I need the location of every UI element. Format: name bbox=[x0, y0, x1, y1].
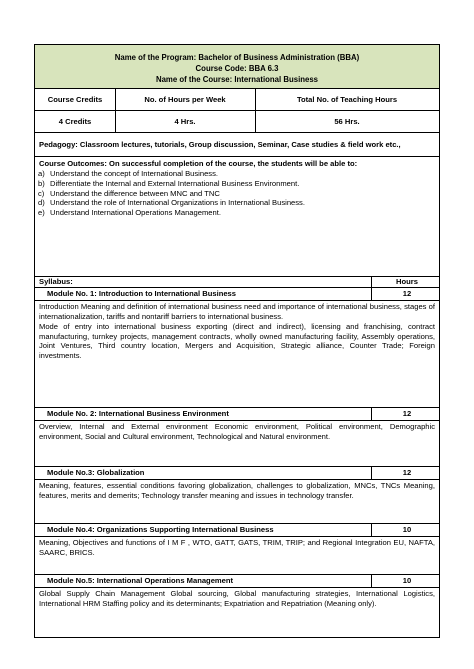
module-hours: 10 bbox=[402, 576, 412, 585]
syllabus-sheet bbox=[34, 44, 440, 638]
module-hours: 12 bbox=[402, 289, 412, 298]
module-title: Module No.5: International Operations Management bbox=[47, 576, 234, 585]
outcome-item: d) Understand the role of International Organizations in International Business. bbox=[38, 198, 305, 208]
module-paragraph: Mode of entry into international business exporting (direct and indirect), licensing and franchising, contract manufacturing, turnkey projects, management contracts, wholly owned manufacturing facility, Assembly operations, Joint Ventures, Third country location, Mergers and Acquisition, Strategic alliance, Counter Trade; Foreign investments. bbox=[39, 321, 435, 361]
pedagogy-row bbox=[35, 133, 439, 157]
program-name: Name of the Program: Bachelor of Business Administration (BBA) bbox=[114, 53, 360, 62]
module-title: Module No. 1: Introduction to International Business bbox=[47, 289, 237, 298]
course-outcomes bbox=[35, 157, 439, 277]
module-header bbox=[35, 408, 439, 421]
module-paragraph: Overview, Internal and External environment Economic environment, Political environment, Demographic environment, Social and Cultural environment, Technological and Natural environment. bbox=[39, 422, 435, 441]
module-header bbox=[35, 288, 439, 301]
module-header bbox=[35, 524, 439, 537]
credits-col-header: Course Credits bbox=[47, 94, 103, 104]
course-code: Course Code: BBA 6.3 bbox=[195, 63, 279, 73]
teaching-hours-col-header: Total No. of Teaching Hours bbox=[296, 94, 398, 104]
module-paragraph: Introduction Meaning and definition of international business need and importance of international business, stages of internationalization, tariffs and nontariff barriers to international business. bbox=[39, 302, 435, 321]
outcome-item: e) Understand International Operations Management. bbox=[38, 208, 221, 218]
outcomes-intro: Course Outcomes: On successful completion of the course, the students will be able to: bbox=[39, 159, 358, 168]
module-content bbox=[35, 421, 439, 467]
credits-value: 4 Credits bbox=[58, 116, 92, 126]
outcome-item: c) Understand the difference between MNC and TNC bbox=[38, 188, 220, 198]
module-header bbox=[35, 575, 439, 588]
module-content bbox=[35, 588, 439, 637]
syllabus-row bbox=[35, 277, 439, 288]
module-paragraph: Global Supply Chain Management Global sourcing, Global manufacturing strategies, International Logistics, International HRM Staffing policy and its determinants; Expatriation and Repatriation (Meaning only). bbox=[39, 589, 435, 608]
module-hours: 12 bbox=[402, 468, 412, 477]
module-title: Module No. 2: International Business Environment bbox=[47, 409, 229, 418]
module-paragraph: Meaning, Objectives and functions of I M F , WTO, GATT, GATS, TRIM, TRIP; and Regional Integration EU, NAFTA, SAARC, BRICS. bbox=[39, 538, 435, 557]
hours-label: Hours bbox=[396, 277, 418, 286]
hours-week-value: 4 Hrs. bbox=[174, 116, 196, 126]
module-content bbox=[35, 480, 439, 524]
module-content bbox=[35, 301, 439, 408]
outcome-item: b) Differentiate the Internal and External International Business Environment. bbox=[38, 178, 300, 188]
hours-week-col-header: No. of Hours per Week bbox=[144, 94, 226, 104]
module-hours: 10 bbox=[402, 525, 412, 534]
credits-values-row bbox=[35, 111, 439, 133]
course-header bbox=[35, 45, 439, 89]
module-hours: 12 bbox=[402, 409, 412, 418]
credits-header-row bbox=[35, 89, 439, 111]
syllabus-label: Syllabus: bbox=[39, 277, 73, 286]
teaching-hours-value: 56 Hrs. bbox=[334, 116, 360, 126]
module-title: Module No.4: Organizations Supporting International Business bbox=[47, 525, 274, 534]
pedagogy-text: Pedagogy: Classroom lectures, tutorials, Group discussion, Seminar, Case studies & field work etc., bbox=[39, 139, 401, 149]
module-paragraph: Meaning, features, essential conditions favoring globalization, challenges to globalization, MNCs, TNCs Meaning, features, merits and demerits; Technology transfer meaning and issues in technology transfer. bbox=[39, 481, 435, 500]
outcomes-list bbox=[39, 169, 435, 218]
module-header bbox=[35, 467, 439, 480]
course-name: Name of the Course: International Business bbox=[155, 74, 319, 84]
module-title: Module No.3: Globalization bbox=[47, 468, 145, 477]
module-content bbox=[35, 537, 439, 575]
outcome-item: a) Understand the concept of International Business. bbox=[38, 168, 219, 178]
